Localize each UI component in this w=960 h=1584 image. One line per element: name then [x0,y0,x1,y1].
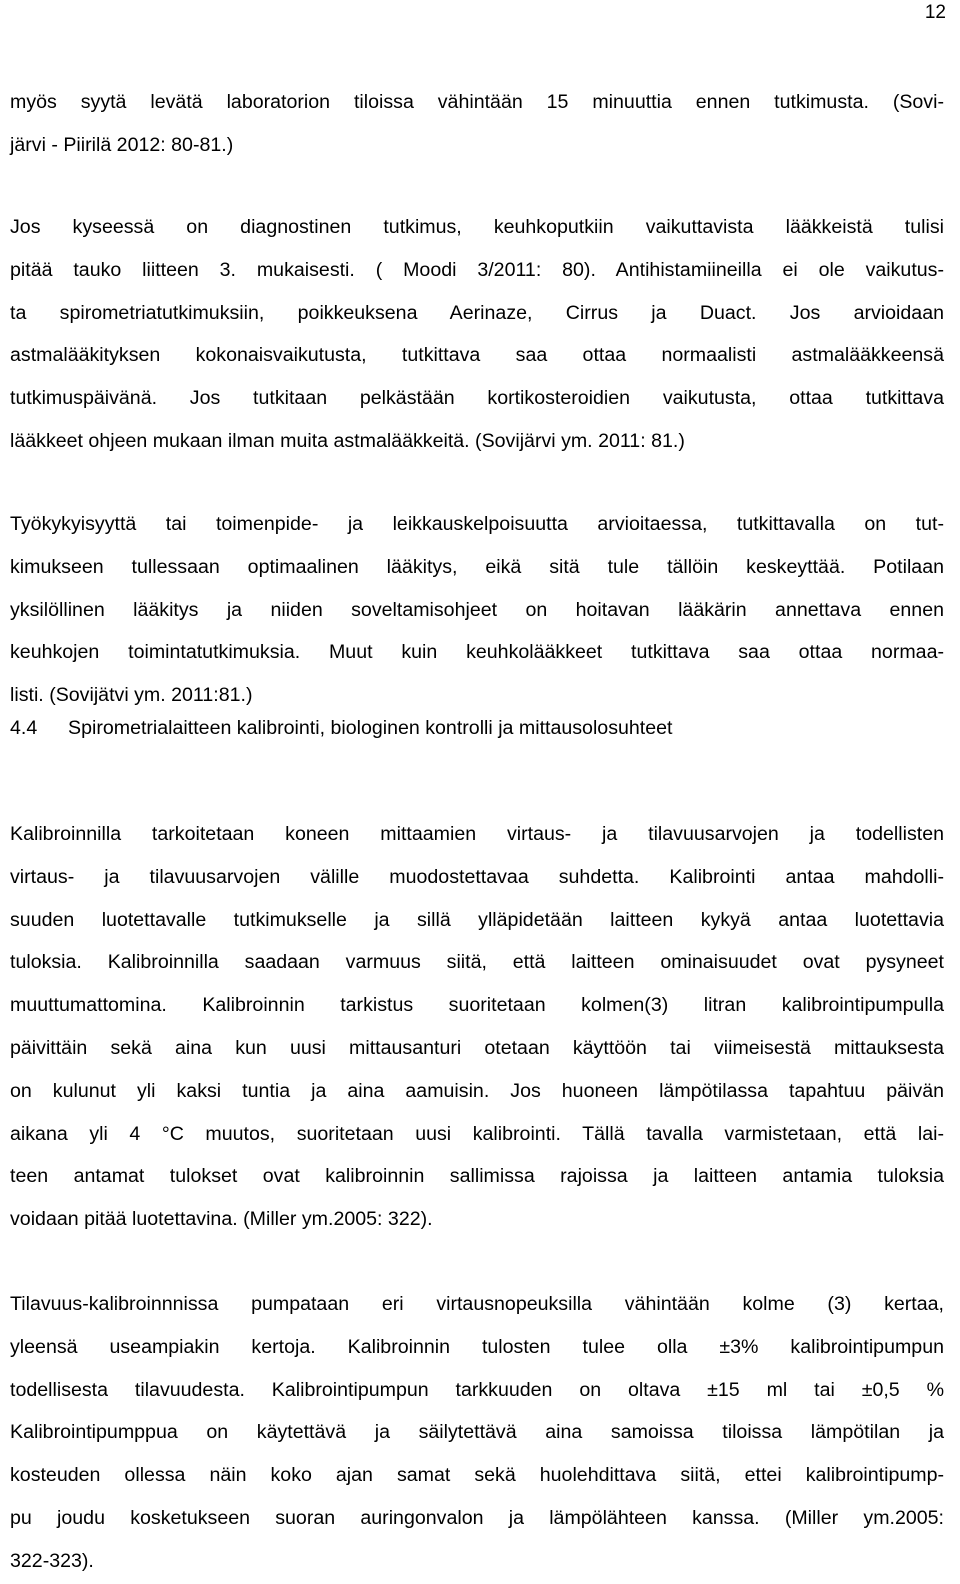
paragraph [10,81,944,167]
text-line: Tilavuus-kalibroinnnissa pumpataan eri virtausnopeuksilla vähintään kolme (3) kertaa, [10,1293,944,1315]
text-line: suuden luotettavalle tutkimukselle ja sillä ylläpidetään laitteen kykyä antaa luotettavia [10,908,944,931]
text-line: tutkimuspäivänä. Jos tutkitaan pelkästään kortikosteroidien vaikutusta, ottaa tutkittava [10,387,944,410]
paragraph [10,1283,944,1583]
text-line: aikana yli 4 °C muutos, suoritetaan uusi kalibrointi. Tällä tavalla varmistetaan, että lai- [10,1122,944,1145]
text-line: järvi - Piirilä 2012: 80-81.) [10,133,234,156]
page-number: 12 [924,2,946,23]
text-line: yksilöllinen lääkitys ja niiden soveltamisohjeet on hoitavan lääkärin annettava ennen [10,598,944,621]
text-line: ta spirometriatutkimuksiin, poikkeuksena Aerinaze, Cirrus ja Duact. Jos arvioidaan [10,301,944,324]
text-line: kosteuden ollessa näin koko ajan samat sekä huolehdittava siitä, ettei kalibrointipump- [10,1464,944,1487]
text-line: virtaus- ja tilavuusarvojen välille muodostettavaa suhdetta. Kalibrointi antaa mahdolli- [10,865,944,888]
text-line: voidaan pitää luotettavina. (Miller ym.2005: 322). [10,1208,433,1231]
text-line: muuttumattomina. Kalibroinnin tarkistus suoritetaan kolmen(3) litran kalibrointipumpulla [10,994,944,1017]
text-line: pitää tauko liitteen 3. mukaisesti. ( Moodi 3/2011: 80). Antihistamiineilla ei ole vaikutus- [10,258,944,281]
text-line: teen antamat tulokset ovat kalibroinnin sallimissa rajoissa ja laitteen antamia tuloksia [10,1165,944,1188]
text-line: todellisesta tilavuudesta. Kalibrointipumpun tarkkuuden on oltava ±15 ml tai ±0,5 % [10,1378,944,1401]
text-line: lääkkeet ohjeen mukaan ilman muita astmalääkkeitä. (Sovijärvi ym. 2011: 81.) [10,429,685,452]
text-line: Kalibroinnilla tarkoitetaan koneen mittaamien virtaus- ja tilavuusarvojen ja todellisten [10,823,944,845]
text-line: myös syytä levätä laboratorion tiloissa vähintään 15 minuuttia ennen tutkimusta. (Sovi- [10,91,944,113]
text-line: astmalääkityksen kokonaisvaikutusta, tutkittava saa ottaa normaalisti astmalääkkeensä [10,344,944,367]
text-line: Kalibrointipumppua on käytettävä ja säilytettävä aina samoissa tiloissa lämpötilan ja [10,1421,944,1444]
text-line: Työkykyisyyttä tai toimenpide- ja leikkauskelpoisuutta arvioitaessa, tutkittavalla on tut- [10,513,944,535]
text-line: 322-323). [10,1549,94,1572]
paragraph [10,813,944,1241]
paragraph [10,503,944,717]
paragraph [10,206,944,463]
section-number: 4.4 [10,717,38,739]
text-line: yleensä useampiakin kertoja. Kalibroinnin tulosten tulee olla ±3% kalibrointipumpun [10,1335,944,1358]
section-title: Spirometrialaitteen kalibrointi, biologinen kontrolli ja mittausolosuhteet [68,717,673,739]
text-line: kimukseen tullessaan optimaalinen lääkitys, eikä sitä tule tällöin keskeyttää. Potilaan [10,555,944,578]
text-line: keuhkojen toimintatutkimuksia. Muut kuin keuhkolääkkeet tutkittava saa ottaa normaa- [10,641,944,664]
section-heading [10,707,672,750]
text-line: on kulunut yli kaksi tuntia ja aina aamuisin. Jos huoneen lämpötilassa tapahtuu päivän [10,1079,944,1102]
text-line: tuloksia. Kalibroinnilla saadaan varmuus siitä, että laitteen ominaisuudet ovat pysyneet [10,951,944,974]
text-line: päivittäin sekä aina kun uusi mittausanturi otetaan käyttöön tai viimeisestä mittauksesta [10,1036,944,1059]
text-line: listi. (Sovijätvi ym. 2011:81.) [10,684,253,707]
text-line: Jos kyseessä on diagnostinen tutkimus, keuhkoputkiin vaikuttavista lääkkeistä tulisi [10,216,944,238]
text-line: pu joudu kosketukseen suoran auringonvalon ja lämpölähteen kanssa. (Miller ym.2005: [10,1506,944,1529]
